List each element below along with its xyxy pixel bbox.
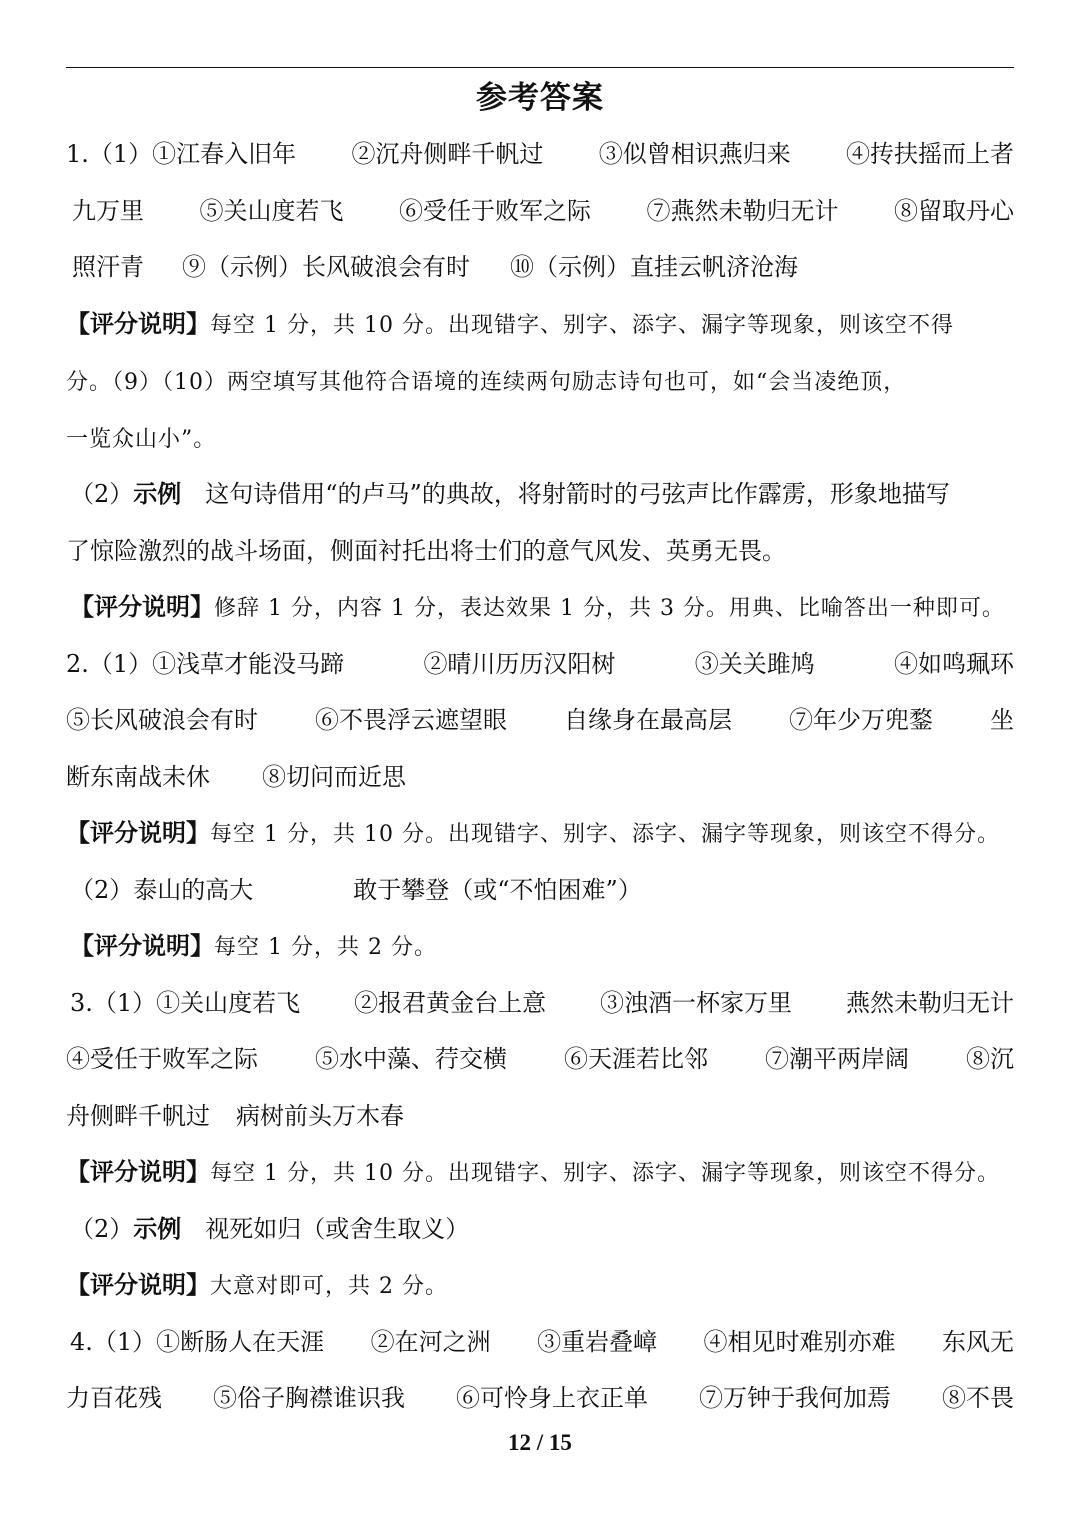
answer-item: ④相见时难别亦难 — [703, 1328, 896, 1356]
bold-label: 示例 — [133, 480, 182, 508]
answer-item: ⑤关山度若飞 — [199, 197, 344, 225]
scoring-note-text: 每空 1 分，共 2 分。 — [214, 935, 437, 960]
answer-line — [66, 534, 1024, 568]
answer-item: 自缘身在最高层 — [564, 706, 732, 734]
answer-line — [66, 1325, 1014, 1359]
answer-item: ②在河之洲 — [370, 1328, 491, 1356]
bold-label: 【评分说明】 — [66, 1271, 210, 1299]
answer-line — [66, 307, 1024, 343]
answer-item: 坐 — [990, 706, 1014, 734]
answer-line — [66, 477, 1028, 511]
answer-line — [66, 647, 1014, 681]
answer-line — [66, 1042, 1014, 1076]
header-rule — [66, 67, 1014, 68]
answer-line — [66, 703, 1014, 737]
answer-item: ③浊酒一杯家万里 — [600, 989, 793, 1017]
answer-item: 照汗青 — [72, 253, 144, 281]
answer-item: 3.（1）①关山度若飞 — [70, 989, 301, 1017]
bold-label: 示例 — [133, 1215, 182, 1243]
answer-item: （2） — [70, 480, 134, 508]
answer-item: 敢于攀登（或“不怕困难”） — [353, 876, 642, 904]
answer-item: ⑥可怜身上衣正单 — [456, 1384, 648, 1412]
answer-item: 燕然未勒归无计 — [845, 989, 1014, 1017]
answer-item: ⑦万钟于我何加焉 — [699, 1384, 891, 1412]
answer-item: 了惊险激烈的战斗场面，侧面衬托出将士们的意气风发、英勇无畏。 — [66, 537, 786, 565]
answer-item: 舟侧畔千帆过 — [66, 1102, 210, 1130]
scoring-note-text: 大意对即可，共 2 分。 — [210, 1274, 448, 1299]
answer-item: 1.（1）①江春入旧年 — [66, 140, 297, 168]
answer-item: ⑥天涯若比邻 — [564, 1045, 708, 1073]
answer-line — [66, 929, 1028, 965]
scoring-note-text: 分。（9）（10）两空填写其他符合语境的连续两句励志诗句也可，如“会当凌绝顶， — [66, 370, 907, 395]
answer-line — [66, 364, 1024, 400]
bold-label: 【评分说明】 — [66, 819, 210, 847]
answer-item: ②晴川历历汉阳树 — [423, 650, 616, 678]
answer-line — [66, 250, 1030, 284]
answer-line — [66, 1268, 1024, 1304]
answer-item: ⑧留取丹心 — [894, 197, 1014, 225]
answer-item: ⑧沉 — [966, 1045, 1014, 1073]
bold-label: 【评分说明】 — [70, 593, 214, 621]
answer-item: ③重岩叠嶂 — [537, 1328, 658, 1356]
answer-item: 病树前头万木春 — [236, 1102, 404, 1130]
answer-item: ⑤水中藻、荇交横 — [315, 1045, 507, 1073]
answer-item: ④受任于败军之际 — [66, 1045, 258, 1073]
answer-line — [66, 760, 1024, 794]
answer-item: 2.（1）①浅草才能没马蹄 — [66, 650, 345, 678]
answer-item: （2） — [70, 1215, 134, 1243]
answer-item: 力百花残 — [66, 1384, 162, 1412]
answer-line — [66, 194, 1014, 228]
answer-item: ⑤长风破浪会有时 — [66, 706, 258, 734]
answer-line — [66, 137, 1014, 171]
answer-item: ②报君黄金台上意 — [354, 989, 547, 1017]
answer-line — [66, 1155, 1024, 1191]
answer-line — [66, 590, 1028, 626]
answer-item: ④如鸣珮环 — [893, 650, 1014, 678]
answer-line — [66, 873, 1028, 907]
answer-item: ⑤俗子胸襟谁识我 — [213, 1384, 405, 1412]
scoring-note-text: 每空 1 分，共 10 分。出现错字、别字、添字、漏字等现象，则该空不得分。 — [210, 822, 1000, 847]
answer-item: ⑧不畏 — [942, 1384, 1014, 1412]
bold-label: 【评分说明】 — [66, 310, 210, 338]
scoring-note-text: 每空 1 分，共 10 分。出现错字、别字、添字、漏字等现象，则该空不得 — [210, 313, 954, 338]
answer-line — [66, 1212, 1028, 1246]
scoring-note-text: 修辞 1 分，内容 1 分，表达效果 1 分，共 3 分。用典、比喻答出一种即可。 — [214, 596, 1005, 621]
answer-line — [66, 421, 1024, 457]
bold-label: 【评分说明】 — [66, 1158, 210, 1186]
answer-item: ②沉舟侧畔千帆过 — [351, 140, 544, 168]
scoring-note-text: 一览众山小”。 — [66, 427, 217, 452]
answer-item: 视死如归（或舍生取义） — [181, 1215, 470, 1243]
bold-label: 【评分说明】 — [70, 932, 214, 960]
answer-item: 九万里 — [72, 197, 144, 225]
answer-item: ⑥受任于败军之际 — [399, 197, 591, 225]
answer-item: ⑨（示例）长风破浪会有时 — [182, 253, 470, 281]
answer-line — [66, 816, 1024, 852]
answer-item: ⑧切问而近思 — [262, 763, 406, 791]
answer-item: ⑩（示例）直挂云帆济沧海 — [510, 253, 798, 281]
answer-line — [66, 986, 1014, 1020]
answer-item: ③关关雎鸠 — [694, 650, 815, 678]
answer-item: ③似曾相识燕归来 — [598, 140, 791, 168]
answer-item: 这句诗借用“的卢马”的典故，将射箭时的弓弦声比作霹雳，形象地描写 — [181, 480, 950, 508]
answer-item: ⑦燕然未勒归无计 — [646, 197, 839, 225]
answer-item: ⑥不畏浮云遮望眼 — [315, 706, 507, 734]
page-number: 12 / 15 — [508, 1430, 572, 1455]
page-title: 参考答案 — [476, 80, 604, 116]
scoring-note-text: 每空 1 分，共 10 分。出现错字、别字、添字、漏字等现象，则该空不得分。 — [210, 1161, 1000, 1186]
answer-item: 断东南战未休 — [66, 763, 210, 791]
answer-line — [66, 1099, 1024, 1133]
answer-item: 4.（1）①断肠人在天涯 — [70, 1328, 325, 1356]
answer-item: 东风无 — [941, 1328, 1014, 1356]
answer-line — [66, 1381, 1014, 1415]
answer-item: ⑦年少万兜鍪 — [789, 706, 933, 734]
answer-item: ⑦潮平两岸阔 — [765, 1045, 909, 1073]
answer-item: （2）泰山的高大 — [70, 876, 254, 904]
answer-item: ④抟扶摇而上者 — [845, 140, 1014, 168]
